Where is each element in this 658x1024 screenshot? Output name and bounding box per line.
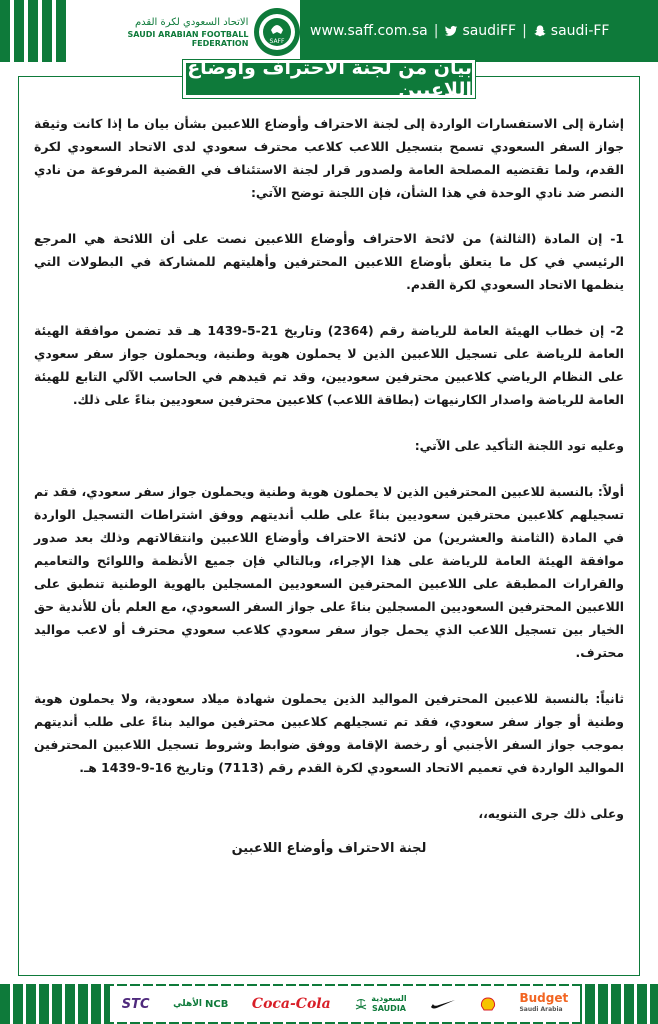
- point-1-paragraph: 1- إن المادة (الثالثة) من لائحة الاحتراف وأوضاع اللاعبين نصت على أن اللائحة هي المرجع الرئيسي في كل ما يتعلق بأوضاع اللاعبين المحترفين وأهليتهم للمشاركة في البطولات التي ينظمها الاتحاد السعودي لكرة القدم.: [34, 231, 624, 292]
- sponsor-strip: [110, 986, 580, 1022]
- website-link[interactable]: www.saff.com.sa: [310, 23, 428, 39]
- statement-body: [34, 112, 624, 883]
- confirm-lead: وعليه تود اللجنة التأكيد على الآتي:: [414, 438, 624, 453]
- logo-text: SAFF: [269, 38, 285, 45]
- twitter-handle[interactable]: saudiFF: [462, 23, 517, 39]
- budget-logo-text: Budget: [519, 991, 569, 1005]
- budget-sub-text: Saudi Arabia: [519, 1006, 563, 1013]
- second-clause-label: ثانياً:: [595, 691, 624, 706]
- second-clause-text: بالنسبة للاعبين المحترفين المواليد الذين يحملون شهادة ميلاد سعودية، ولا يحملون هوية وطنية أو جواز سفر سعودي، فقد تم تسجيلهم كلاعبين محترفين مواليد بناءً على طلب أنديتهم بموجب جواز السفر الأجنبي أو رخصة الإقامة ووفق ضوابط وشروط تسجيل اللاعبين المحترفين المواليد الواردة في تعميم الاتحاد السعودي لكرة القدم رقم (7113) وتاريخ 16-9-1439 هـ.: [34, 691, 624, 775]
- federation-name-ar: الاتحاد السعودي لكرة القدم: [134, 16, 249, 28]
- sponsor-cocacola: [252, 996, 331, 1012]
- sponsor-saudia: [354, 994, 406, 1014]
- ncb-ar-text: الأهلي: [173, 999, 202, 1009]
- snapchat-handle[interactable]: saudi-FF: [550, 23, 610, 39]
- football-logo-icon: [257, 12, 297, 52]
- signature-line: لجنة الاحتراف وأوضاع اللاعبين: [231, 841, 427, 856]
- palm-swords-icon: [354, 997, 368, 1011]
- header-stripes: [0, 0, 70, 62]
- first-clause-text: بالنسبة للاعبين المحترفين الذين لا يحملون هوية وطنية ويحملون جواز سفر سعودي، فقد تم تسجيلهم كلاعبين محترفين سعوديين بناءً على طلب أنديتهم ووفق اشتراطات التسجيل الواردة في المادة (الثامنة والعشرين) من لائحة الاحتراف وأوضاع اللاعبين وانتقالاتهم وذلك بعد صدور موافقة الهيئة العامة للرياضة على هذا الإجراء، وبالتالي فإن جميع الأنظمة واللوائح والتعاميم والقرارات المطبقة على اللاعبين المحترفين السعوديين المسجلين بالهوية الوطنية تنطبق على اللاعبين المحترفين السعوديين المسجلين بناءً على جواز السفر السعودي، مع العلم بأن للأندية حق الخيار بين تسجيل اللاعب الذي يحمل جواز سفر سعودي كلاعب سعودي محترف أو لاعب مواليد محترف.: [34, 484, 624, 660]
- header-social-bar: [300, 0, 658, 62]
- sponsor-stc: [122, 997, 150, 1012]
- saff-logo: [254, 8, 300, 56]
- ncb-text: NCB: [204, 998, 229, 1010]
- first-clause: [34, 480, 624, 664]
- sponsor-ncb: [173, 999, 228, 1010]
- saudia-ar-text: السعودية: [371, 994, 407, 1003]
- nike-swoosh-icon: [430, 998, 456, 1010]
- header-separator: |: [522, 23, 527, 39]
- twitter-icon: [444, 24, 458, 38]
- page-header: [0, 0, 658, 62]
- federation-branding: [78, 6, 300, 58]
- sponsor-shell: [480, 997, 496, 1012]
- statement-title: بيان من لجنة الاحتراف وأوضاع اللاعبين: [183, 60, 475, 98]
- federation-name-en: SAUDI ARABIAN FOOTBALL FEDERATION: [127, 29, 249, 48]
- saudia-text: SAUDIA: [371, 1004, 406, 1013]
- cocacola-logo-text: Coca-Cola: [251, 996, 331, 1012]
- intro-paragraph: إشارة إلى الاستفسارات الواردة إلى لجنة الاحتراف وأوضاع اللاعبين بشأن بيان ما إذا كانت وثيقة جواز السفر السعودي تسمح بتسجيل اللاعب كلاعب محترف سعودي لدى الاتحاد السعودي لكرة القدم، ولما تقتضيه المصلحة العامة ولصدور قرار لجنة الاستئناف في القضية المرفوعة من نادي النصر ضد نادي الوحدة في هذا الشأن، فإن اللجنة توضح الآتي:: [34, 116, 624, 200]
- header-separator: |: [433, 23, 439, 39]
- first-clause-label: أولاً:: [597, 484, 624, 499]
- snapchat-icon: [533, 24, 547, 38]
- second-clause: [34, 687, 624, 779]
- sponsor-nike: [430, 998, 456, 1010]
- closing-line: وعلى ذلك جرى التنويه،،: [478, 806, 624, 821]
- sponsor-budget: [519, 993, 568, 1015]
- federation-name: [78, 17, 248, 48]
- shell-logo-icon: [480, 997, 496, 1012]
- point-2-paragraph: 2- إن خطاب الهيئة العامة للرياضة رقم (2364) وتاريخ 21-5-1439 هـ قد تضمن موافقة الهيئة العامة للرياضة على تسجيل اللاعبين الذين لا يحملون هوية وطنية، ويحملون جواز سفر سعودي على النظام الرياضي كلاعبين محترفين سعوديين، وقد تم قيدهم في الحاسب الآلي التابع للهيئة العامة للرياضة واصدار الكارنيهات (بطاقة اللاعب) كلاعبين محترفين سعوديين بناءً على ذلك.: [34, 323, 624, 407]
- stc-logo-text: STC: [121, 996, 150, 1012]
